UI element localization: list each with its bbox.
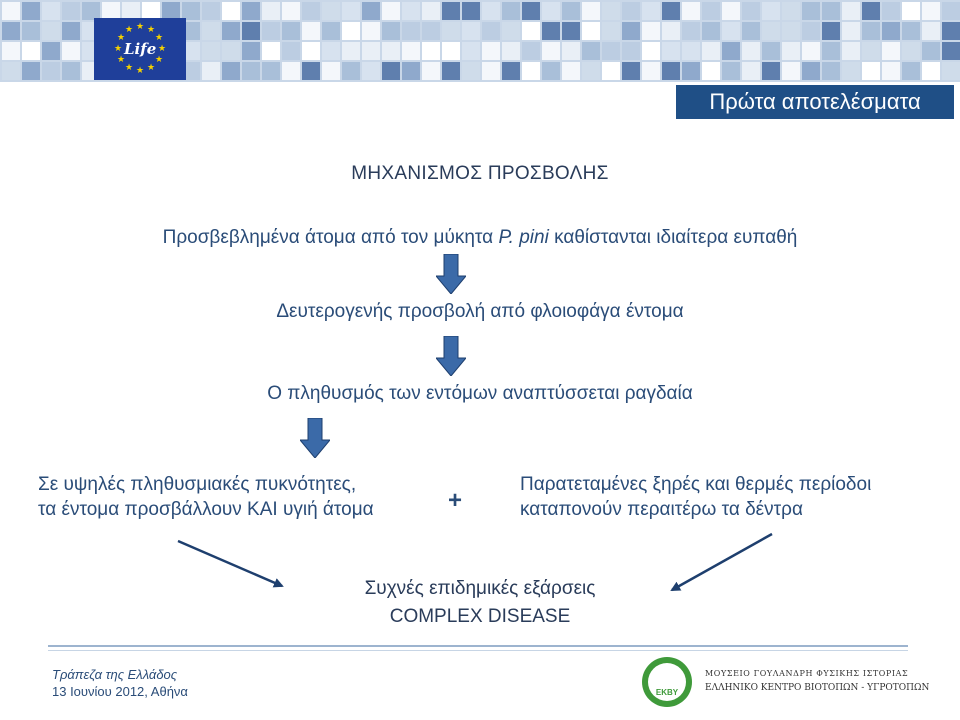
plus-sign: + [448,487,463,514]
step-3-text: Ο πληθυσμός των εντόμων αναπτύσσεται ραγδαία [267,383,693,404]
star-icon: ★ [147,24,156,35]
star-icon: ★ [158,44,167,54]
star-icon: ★ [116,55,126,65]
slide-title: ΜΗΧΑΝΙΣΜΟΣ ΠΡΟΣΒΟΛΗΣ [351,163,609,184]
footer-venue: Τράπεζα της Ελλάδος [52,667,178,682]
ekby-logo-text: EKBY [655,688,679,697]
org-name-line-2: ΕΛΛΗΝΙΚΟ ΚΕΝΤΡΟ ΒΙΟΤΟΠΩΝ - ΥΓΡΟΤΟΠΩΝ [705,683,930,693]
step-1-prefix: Προσβεβλημένα άτομα από τον μύκητα [162,227,499,248]
ekby-logo [642,657,692,707]
step-2-text: Δευτερογενής προσβολή από φλοιοφάγα έντομα [276,301,684,322]
star-icon: ★ [147,63,156,74]
left-factor-line-1: Σε υψηλές πληθυσμιακές πυκνότητες, [38,474,357,495]
star-icon: ★ [125,24,134,35]
step-1-suffix: καθίστανται ιδιαίτερα ευπαθή [548,227,798,248]
org-name-line-1: ΜΟΥΣΕΙΟ ΓΟΥΛΑΝΔΡΗ ΦΥΣΙΚΗΣ ΙΣΤΟΡΙΑΣ [705,669,909,678]
star-icon: ★ [125,63,134,74]
star-icon: ★ [136,22,145,32]
result-line-1: Συχνές επιδημικές εξάρσεις [364,578,596,599]
footer-divider [48,645,908,647]
star-icon: ★ [116,33,126,43]
result-line-2: COMPLEX DISEASE [389,606,571,627]
section-title: Πρώτα αποτελέσματα [676,85,954,119]
life-logo-text: Life [124,40,157,58]
footer-date: 13 Ιουνίου 2012, Αθήνα [52,684,188,699]
left-factor-line-2: τα έντομα προσβάλλουν ΚΑΙ υγιή άτομα [38,499,374,520]
star-icon: ★ [155,55,164,65]
right-factor-line-2: καταπονούν περαιτέρω τα δέντρα [520,499,803,520]
star-icon: ★ [155,33,164,43]
footer-divider [48,650,908,651]
right-factor-line-1: Παρατεταμένες ξηρές και θερμές περίοδοι [520,474,872,495]
star-icon: ★ [114,44,123,54]
star-icon: ★ [136,66,145,76]
species-name: P. pini [498,227,549,248]
